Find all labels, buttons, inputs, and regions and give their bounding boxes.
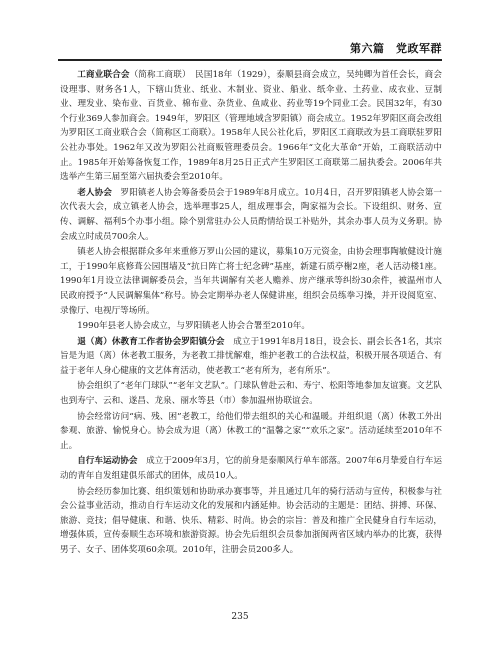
term-heading: 退（离）休教育工作者协会罗阳镇分会 xyxy=(77,336,225,347)
paragraph-text: 协会经历参加比赛、组织策划和协助承办赛事等，并且通过几年的骑行活动与宣传，积极参与社会公益事业活动，推动自行车运动文化的发展和内涵延伸。协会活动的主题是：团结、拼搏、环保、旅游、竞技；倡导健康、和谐、快乐、精彩、时尚。协会的宗旨：普及和推广全民健身自行车运动，增强体质，宣传泰顺生态环境和旅游资源。协会先后组织会员参加浙闽两省区域内举办的比赛，获得男子、女子、团体奖项60余项。2010年，注册会员200多人。 xyxy=(60,486,442,555)
paragraph-text: 成立于1991年8月18日，设会长、副会长各1名，其宗旨是为退（离）休老教工服务，为老教工排忧解难，维护老教工的合法权益，积极开展各项适合、有益于老年人身心健康的文艺体育活动，使老教工“老有所为，老有所乐”。 xyxy=(60,336,442,376)
paragraph-cycling-activities xyxy=(60,485,442,558)
paragraph-retired-teachers xyxy=(60,335,442,379)
paragraph-elderly-park xyxy=(60,245,442,318)
section-title: 第六篇 党政军群 xyxy=(350,42,442,55)
term-heading: 工商业联合会 xyxy=(77,70,130,80)
paragraph-text: 协会经常访问“病、残、困”老教工，给他们带去组织的关心和温暖。并组织退（离）休教工外出参观、旅游、愉悦身心。协会成为退（离）休教工的“温馨之家”“欢乐之家”。活动延续至2010年不止。 xyxy=(60,411,442,451)
paragraph-text: （简称工商联） 民国18年（1929），泰顺县商会成立，吴纯卿为首任会长，商会设理事、财务各1人，下辖山货业、纸业、木制业、资业、船业、纸伞业、土药业、成衣业、豆制业、理发业、染布业、百货业、棉布业、杂货业、鱼咸业、药业等19个同业工会。民国32年，有30个行业369人参加商会。1949年，罗阳区（管理地域含罗阳镇）商会成立。1952年罗阳区商会改组为罗阳区工商业联合会（简称区工商联）。1958年人民公社化后，罗阳区工商联改为县工商联驻罗阳公社办事处。1962年又改为罗阳公社商贩管理委员会。1966年“文化大革命”开始，工商联活动中止。1985年开始筹备恢复工作，1989年8月25日正式产生罗阳区工商联第二届执委会。2006年共选举产生第三届至第六届执委会至2010年。 xyxy=(60,70,442,183)
paragraph-chamber-of-commerce xyxy=(60,68,442,185)
running-header xyxy=(58,36,442,61)
paragraph-gateball-team xyxy=(60,379,442,408)
paragraph-cycling-association xyxy=(60,454,442,483)
paragraph-text: 罗阳镇老人协会筹备委员会于1989年8月成立。10月4日，召开罗阳镇老人协会第一次代表大会，成立镇老人协会，选举理事25人，组成理事会，陶家福为会长。下设组织、财务、宣传、调解、福利5个办事小组。除个别常驻办公人员酌情给误工补贴外，其余办事人员为义务职。协会成立时成员700余人。 xyxy=(60,187,442,242)
paragraph-text: 成立于2009年3月，它的前身是泰顺风行单车部落。2007年6月挚爱自行车运动的青年自发组建俱乐部式的团体，成员10人。 xyxy=(60,456,442,482)
term-heading: 自行车运动协会 xyxy=(77,456,138,467)
paragraph-text: 1990年县老人协会成立，与罗阳镇老人协会合署至2010年。 xyxy=(77,321,310,332)
page-number: 235 xyxy=(231,612,249,622)
term-heading: 老人协会 xyxy=(77,187,112,198)
paragraph-text: 协会组织了“老年门球队”“老年文艺队”。门球队曾赴云和、寿宁、松阳等地参加友谊赛。文艺队也到寿宁、云和、遂昌、龙泉、丽水等县（市）参加温州协联谊会。 xyxy=(60,381,442,407)
paragraph-elderly-association xyxy=(60,186,442,244)
paragraph-elderly-1990 xyxy=(60,319,442,334)
paragraph-text: 镇老人协会根据群众多年来重修万罗山公园的建议，募集10万元资金，由协会理事陶敏健设计施工，于1990年底修葺公园围墙及“抗日阵亡将士纪念碑”基座，新建石质亭榭2座，老人活动楼1座。1990年1月设立法律调解委员会，当年共调解有关老人赡养、房产继承等纠纷30余件，被温州市人民政府授予“人民调解集体”称号。协会定期举办老人保健讲座，组织会员练拳习操，并开设阅览室、录像厅、电视厅等场所。 xyxy=(60,247,442,316)
body-text xyxy=(60,68,442,558)
paragraph-visits xyxy=(60,410,442,454)
